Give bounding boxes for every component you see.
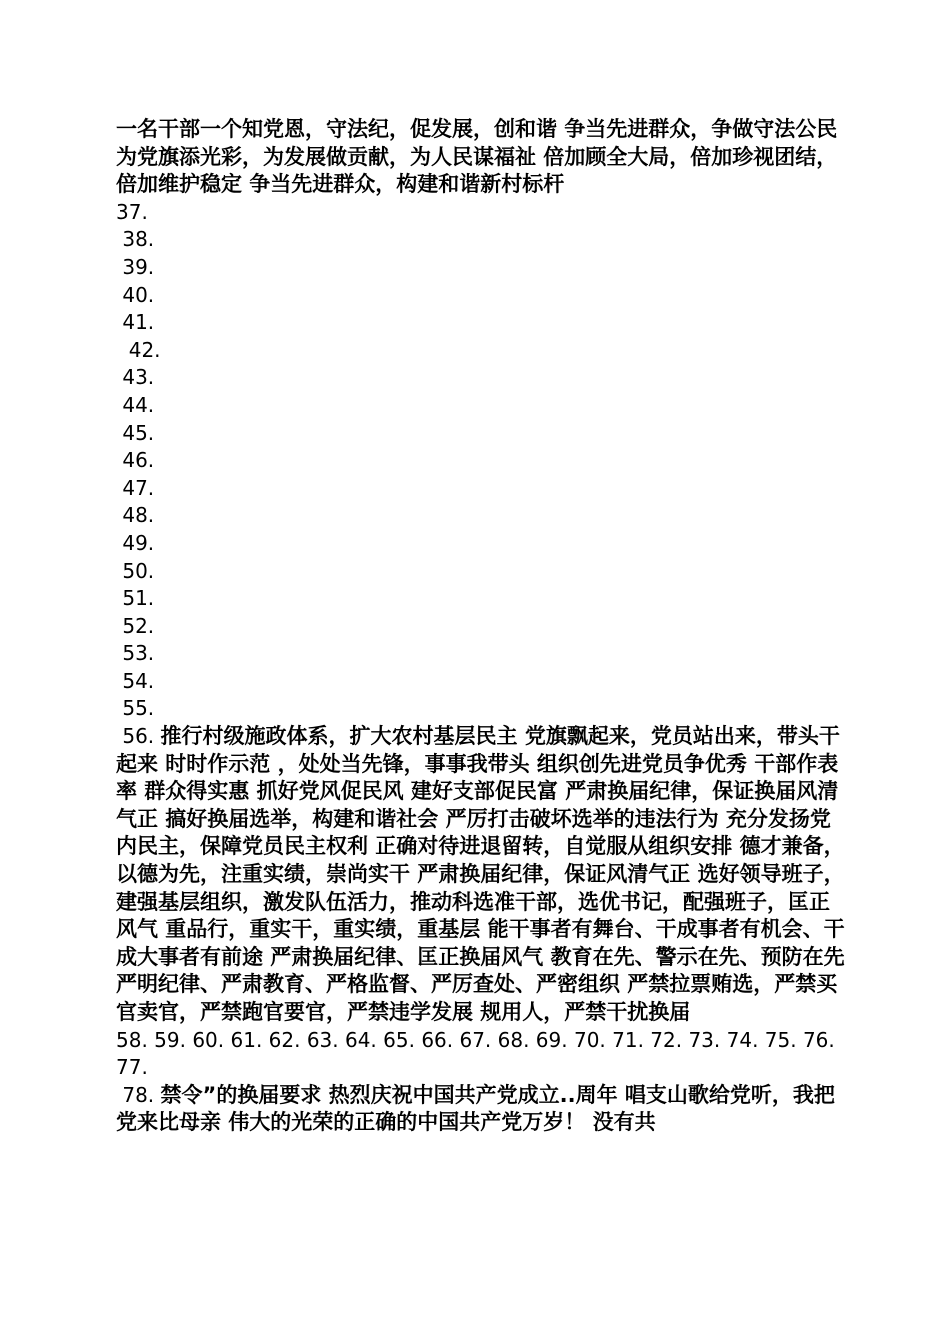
item-56-number: 56.: [116, 724, 161, 749]
list-item: 52.: [116, 613, 155, 638]
list-item: 54.: [116, 668, 155, 693]
item-78-text: 禁令”的换届要求 热烈庆祝中国共产党成立..周年 唱支山歌给党听，我把党来比母亲 伟大的光荣的正确的中国共产党万岁！ 没有共: [116, 1082, 835, 1135]
intro-paragraph: 一名干部一个知党恩，守法纪，促发展，创和谐 争当先进群众，争做守法公民 为党旗添光彩，为发展做贡献，为人民谋福祉 倍加顾全大局，倍加珍视团结，倍加维护稳定 争当先进群众，构建和谐新村标杆: [116, 117, 838, 197]
list-item: 53.: [116, 641, 155, 666]
item-56-text: 推行村级施政体系，扩大农村基层民主 党旗飘起来，党员站出来，带头干起来 时时作示范 ，处处当先锋，事事我带头 组织创先进党员争优秀 干部作表率 群众得实惠 抓好党风促民风 建好支部促民富 严肃换届纪律，保证换届风清气正 搞好换届选举，构建和谐社会 严厉打击破坏选举的违法行为 充分发扬党内民主，保障党员民主权利 正确对待进退留转，自觉服从组织安排 德才兼备，以德为先，注重实绩，崇尚实干 严肃换届纪律，保证风清气正 选好领导班子，建强基层组织，激发队伍活力，推动科选准干部，选优书记，配强班子，匡正风气 重品行，重实干，重实绩，重基层 能干事者有舞台、干成事者有机会、干成大事者有前途 严肃换届纪律、匡正换届风气 教育在先、警示在先、预防在先 严明纪律、严肃教育、严格监督、严厉查处、严密组织 严禁拉票贿选，严禁买官卖官，严禁跑官要官，严禁违学发展 规用人，严禁干扰换届: [116, 724, 845, 1024]
list-item: 41.: [116, 310, 155, 335]
list-item: 50.: [116, 558, 155, 583]
list-item: 47.: [116, 475, 155, 500]
list-item: 45.: [116, 420, 155, 445]
list-item: 42.: [116, 337, 161, 362]
list-item: 38.: [116, 227, 155, 252]
list-item: 48.: [116, 503, 155, 528]
list-item: 55.: [116, 696, 155, 721]
list-item: 51.: [116, 586, 155, 611]
number-list: [116, 199, 846, 723]
list-item: 39.: [116, 254, 155, 279]
list-item: 43.: [116, 365, 155, 390]
list-item: 44.: [116, 392, 155, 417]
item-78-number: 78.: [116, 1082, 161, 1107]
document-page: [116, 116, 846, 1137]
list-item: 46.: [116, 448, 155, 473]
numbers-line: 58. 59. 60. 61. 62. 63. 64. 65. 66. 67. 68. 69. 70. 71. 72. 73. 74. 75. 76. 77.: [116, 1027, 835, 1080]
list-item: 49.: [116, 530, 155, 555]
list-item: 37.: [116, 199, 148, 224]
list-item: 40.: [116, 282, 155, 307]
item-78-paragraph: [116, 1082, 846, 1137]
item-56-paragraph: [116, 723, 846, 1027]
